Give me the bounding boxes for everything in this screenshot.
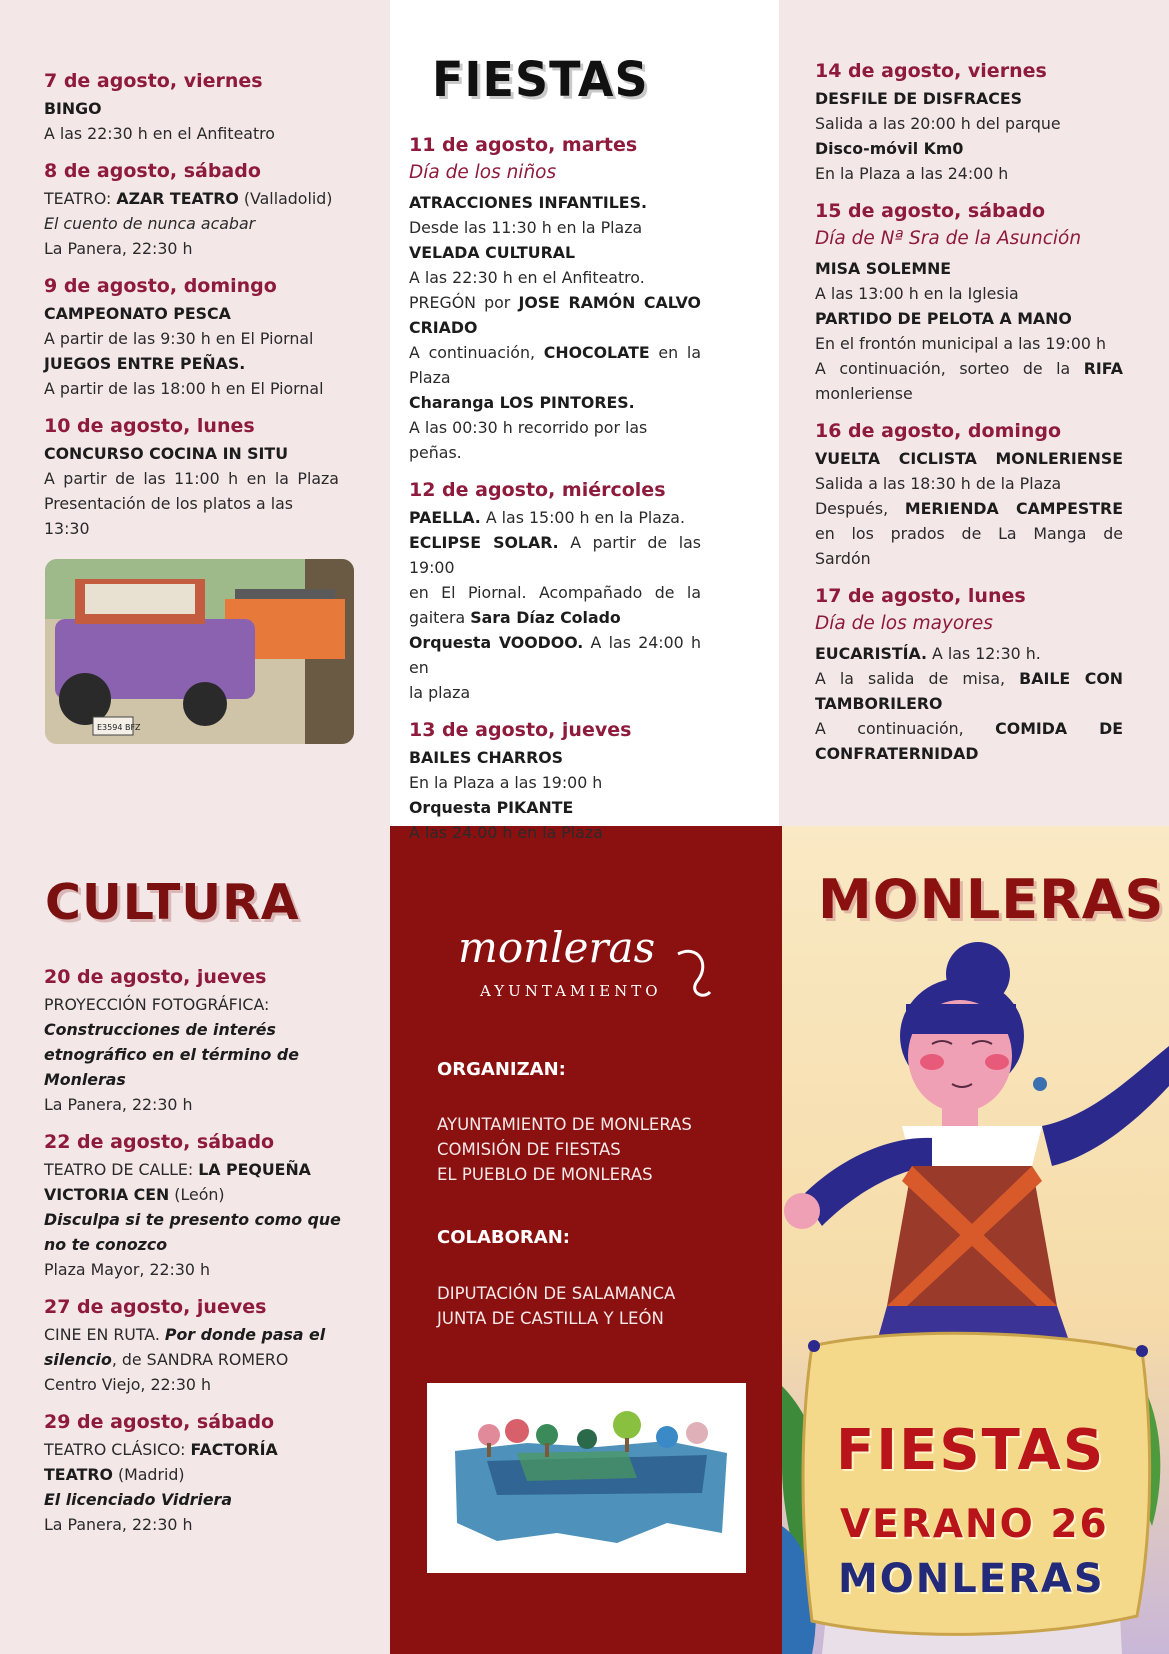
event-detail: La Panera, 22:30 h [44,239,193,258]
logo-script: monleras [458,923,656,972]
organizer-item: EL PUEBLO DE MONLERAS [437,1165,653,1184]
event-title: VUELTA CICLISTA MONLERIENSE [815,449,1123,468]
colaboran-heading: COLABORAN: [437,1227,570,1248]
event-detail: en El Piornal. Acompañado de la [409,583,701,602]
event-work-title: El cuento de nunca acabar [44,214,256,233]
event-detail: En la Plaza a las 19:00 h [409,773,603,792]
organizer-item: AYUNTAMIENTO DE MONLERAS [437,1115,692,1134]
badge-fiestas: FIESTAS [836,1418,1106,1483]
event-date: 29 de agosto, sábado [44,1411,275,1433]
event-work-title: no te conozco [44,1235,168,1254]
event-detail: A continuación, CHOCOLATE en la [409,343,701,362]
event-detail: Plaza [409,368,451,387]
event-date: 10 de agosto, lunes [44,415,255,437]
event-work-title: Monleras [44,1070,126,1089]
event-date: 17 de agosto, lunes [815,585,1026,607]
schedule-column-1 [44,68,339,541]
event-date: 16 de agosto, domingo [815,420,1062,442]
event-detail: EUCARISTÍA. A las 12:30 h. [815,644,1041,663]
event-title: MISA SOLEMNE [815,259,952,278]
event-detail: A las 00:30 h recorrido por las peñas. [409,418,648,462]
train-photo [45,559,354,744]
cultura-heading: CULTURA [45,874,300,931]
event-detail: Plaza Mayor, 22:30 h [44,1260,211,1279]
event-detail: CONFRATERNIDAD [815,744,979,763]
event-title: TEATRO DE CALLE: LA PEQUEÑA [44,1160,311,1179]
event-detail: Salida a las 20:00 h del parque [815,114,1061,133]
event-work-title: Construcciones de interés [44,1020,276,1039]
event-detail: PREGÓN por JOSE RAMÓN CALVO [409,293,701,312]
event-date: 20 de agosto, jueves [44,966,267,988]
license-plate: E3594 BFZ [97,723,141,732]
organizer-item: COMISIÓN DE FIESTAS [437,1140,621,1159]
event-detail: En el frontón municipal a las 19:00 h [815,334,1106,353]
event-detail: A las 22:30 h en el Anfiteatro. [409,268,645,287]
event-detail: monleriense [815,384,913,403]
event-title: PROYECCIÓN FOTOGRÁFICA: [44,995,270,1014]
schedule-column-4 [44,964,344,1537]
event-detail: La Panera, 22:30 h [44,1095,193,1114]
event-detail: A continuación, sorteo de la RIFA [815,359,1123,378]
event-date: 13 de agosto, jueves [409,719,632,741]
event-detail: CRIADO [409,318,478,337]
fiestas-heading: FIESTAS [432,50,649,108]
event-work-title: Disculpa si te presento como que [44,1210,341,1229]
schedule-column-2 [409,132,701,845]
event-detail: A las 24.00 h en la Plaza [409,823,603,842]
event-detail: A la salida de misa, BAILE CON [815,669,1123,688]
event-date: 14 de agosto, viernes [815,60,1047,82]
event-detail: en los prados de La Manga de [815,524,1123,543]
event-day-theme: Día de los mayores [815,613,993,634]
watercolor-logo [427,1383,746,1573]
event-work-title: El licenciado Vidriera [44,1490,232,1509]
event-date: 11 de agosto, martes [409,134,638,156]
event-title: DESFILE DE DISFRACES [815,89,1023,108]
badge-verano: VERANO 26 [840,1502,1109,1547]
event-title: TEATRO CLÁSICO: FACTORÍA [44,1440,278,1459]
event-detail: PAELLA. A las 15:00 h en la Plaza. [409,508,685,527]
schedule-column-3 [815,58,1123,766]
event-detail: Orquesta VOODOO. A las 24:00 h en [409,633,701,677]
event-detail: En la Plaza a las 24:00 h [815,164,1009,183]
event-detail: Después, MERIENDA CAMPESTRE [815,499,1123,518]
event-date: 12 de agosto, miércoles [409,479,666,501]
event-detail: A partir de las 9:30 h en El Piornal [44,329,314,348]
event-detail: A continuación, COMIDA DE [815,719,1123,738]
event-detail: Sardón [815,549,871,568]
event-title: CONCURSO COCINA IN SITU [44,444,289,463]
event-title: BAILES CHARROS [409,748,564,767]
event-detail: Presentación de los platos a las 13:30 [44,494,294,538]
event-detail: A partir de las 11:00 h en la Plaza [44,469,339,488]
collaborator-item: JUNTA DE CASTILLA Y LEÓN [437,1309,664,1328]
event-date: 9 de agosto, domingo [44,275,277,297]
event-title: Charanga LOS PINTORES. [409,393,635,412]
event-title: CAMPEONATO PESCA [44,304,231,323]
monleras-title: MONLERAS [818,868,1165,931]
event-title: VELADA CULTURAL [409,243,576,262]
event-detail: A las 13:00 h en la Iglesia [815,284,1019,303]
event-title: PARTIDO DE PELOTA A MANO [815,309,1072,328]
event-date: 22 de agosto, sábado [44,1131,275,1153]
event-date: 15 de agosto, sábado [815,200,1046,222]
event-detail: TAMBORILERO [815,694,943,713]
event-date: 7 de agosto, viernes [44,70,263,92]
event-detail: Salida a las 18:30 h de la Plaza [815,474,1062,493]
collaborator-item: DIPUTACIÓN DE SALAMANCA [437,1284,676,1303]
event-day-theme: Día de los niños [409,162,557,183]
event-title: Disco-móvil Km0 [815,139,964,158]
event-detail: A partir de las 18:00 h en El Piornal [44,379,324,398]
logo-caption: AYUNTAMIENTO [480,982,662,1000]
event-title: VICTORIA CEN (León) [44,1185,225,1204]
event-day-theme: Día de Nª Sra de la Asunción [815,228,1082,249]
event-date: 8 de agosto, sábado [44,160,261,182]
event-title: TEATRO (Madrid) [44,1465,185,1484]
event-detail: gaitera Sara Díaz Colado [409,608,621,627]
event-detail: ECLIPSE SOLAR. A partir de las 19:00 [409,533,702,577]
event-title: silencio, de SANDRA ROMERO [44,1350,289,1369]
event-title: TEATRO: AZAR TEATRO (Valladolid) [44,189,333,208]
event-detail: A las 22:30 h en el Anfiteatro [44,124,275,143]
ayuntamiento-logo [448,914,718,1004]
event-work-title: etnográfico en el término de [44,1045,299,1064]
event-title: JUEGOS ENTRE PEÑAS. [44,354,246,373]
event-title: BINGO [44,99,102,118]
event-detail: La Panera, 22:30 h [44,1515,193,1534]
organizan-heading: ORGANIZAN: [437,1059,566,1080]
badge-monleras: MONLERAS [838,1556,1105,1602]
event-title: ATRACCIONES INFANTILES. [409,193,647,212]
event-detail: Desde las 11:30 h en la Plaza [409,218,643,237]
event-detail: la plaza [409,683,471,702]
event-date: 27 de agosto, jueves [44,1296,267,1318]
event-title: CINE EN RUTA. Por donde pasa el [44,1325,326,1344]
event-title: Orquesta PIKANTE [409,798,574,817]
event-detail: Centro Viejo, 22:30 h [44,1375,212,1394]
